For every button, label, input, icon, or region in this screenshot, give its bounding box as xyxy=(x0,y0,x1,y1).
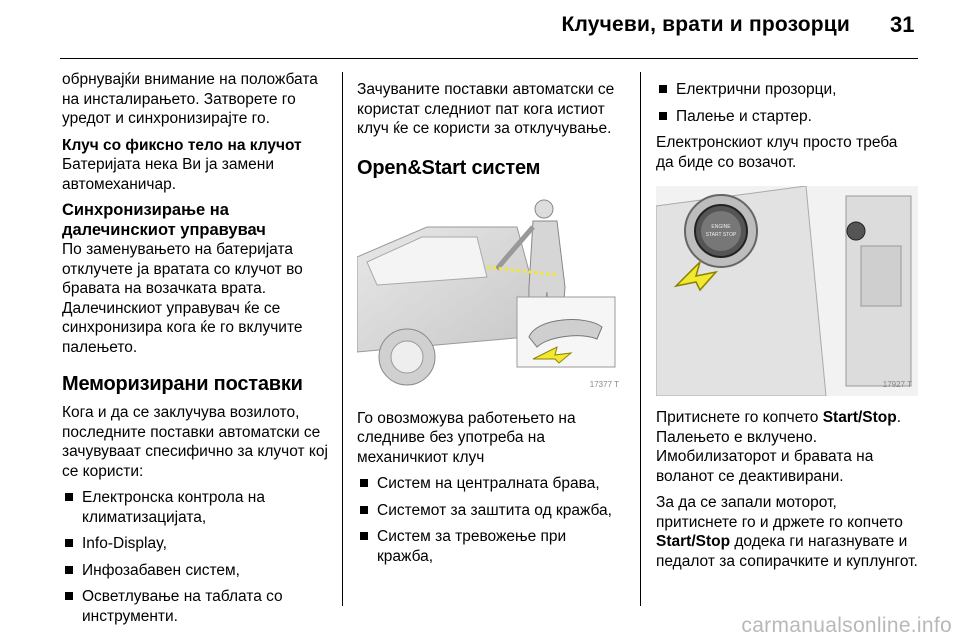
figure-number: 17377 T xyxy=(589,380,619,389)
bullet-icon xyxy=(360,532,368,540)
bullet-icon xyxy=(360,506,368,514)
bullet-icon xyxy=(360,479,368,487)
header-divider xyxy=(60,58,918,59)
memorized-settings-list xyxy=(62,488,330,626)
column-3 xyxy=(656,80,918,578)
paragraph-open-start: Го овозможува работењето на следниве без употреба на механичкиот клуч xyxy=(357,409,576,466)
column-1 xyxy=(62,70,330,633)
open-start-list xyxy=(357,474,625,566)
paragraph-press-start: Притиснете го копчето Start/Stop. Палењето е вклучено. Имобилизаторот и бравата на воланот се деактивирани. xyxy=(656,409,902,485)
heading-memorized-settings: Меморизирани поставки xyxy=(62,373,303,395)
list-item: Системот за заштита од кражба, xyxy=(357,501,625,521)
heading-fixed-key: Клуч со фиксно тело на клучот xyxy=(62,136,302,154)
ignition-slot-icon xyxy=(847,222,865,240)
column-2 xyxy=(357,80,625,573)
svg-text:ENGINE: ENGINE xyxy=(711,224,731,230)
paragraph-memorized-settings: Кога и да се заклучува возилото, последните поставки автоматски се зачувуваат спесифично за клучот кој се користи: xyxy=(62,404,328,480)
list-item: Осветлување на таблата со инструменти. xyxy=(62,587,330,626)
page-header-title: Клучеви, врати и прозорци xyxy=(561,13,850,36)
paragraph-fixed-key: Батеријата нека Ви ја замени автомеханичар. xyxy=(62,156,274,193)
list-item: Палење и стартер. xyxy=(656,107,918,127)
list-item: Електронска контрола на климатизацијата, xyxy=(62,488,330,527)
list-item: Систем за тревожење при кражба, xyxy=(357,527,625,566)
svg-text:START STOP: START STOP xyxy=(705,232,737,238)
heading-sync-remote: Синхронизирање на далечинскиот управувач xyxy=(62,201,266,239)
paragraph-sync-remote: По заменувањето на батеријата отклучете ја вратата со клучот во бравата на возачката врата. Далечинскиот управувач ќе се синхронизира кога ќе го вклучите палењето. xyxy=(62,241,303,356)
paragraph-electronic-key: Електронскиот клуч просто треба да биде со возачот. xyxy=(656,134,898,171)
column-divider-1 xyxy=(342,72,343,606)
bullet-icon xyxy=(65,566,73,574)
person-head xyxy=(535,200,553,218)
start-stop-button-illustration xyxy=(656,186,918,396)
column-divider-2 xyxy=(640,72,641,606)
figure-number: 17927 T xyxy=(882,379,912,389)
car-door-illustration xyxy=(357,187,619,397)
list-item: Систем на централната брава, xyxy=(357,474,625,494)
page-number: 31 xyxy=(890,12,915,37)
bullet-icon xyxy=(65,493,73,501)
list-item: Електрични прозорци, xyxy=(656,80,918,100)
paragraph-intro: обрнувајќи внимание на положбата на инсталирањето. Затворете го уредот и синхронизирајте го. xyxy=(62,71,318,127)
bullet-icon xyxy=(659,112,667,120)
paragraph-saved-settings: Зачуваните поставки автоматски се користат следниот пат кога истиот клуч ќе се користи за отклучување. xyxy=(357,81,615,137)
figure-open-start xyxy=(357,187,625,397)
list-item: Info-Display, xyxy=(62,534,330,554)
bullet-icon xyxy=(65,539,73,547)
paragraph-start-engine: За да се запали моторот, притиснете го и држете го копчето Start/Stop додека ги нагазнувате и педалот за сопирачките и куплунгот. xyxy=(656,494,918,570)
bullet-icon xyxy=(65,592,73,600)
figure-start-stop xyxy=(656,186,918,396)
open-start-list-continued xyxy=(656,80,918,126)
bullet-icon xyxy=(659,85,667,93)
heading-open-start: Open&Start систем xyxy=(357,156,541,179)
watermark: carmanualsonline.info xyxy=(741,614,952,637)
list-item: Инфозабавен систем, xyxy=(62,561,330,581)
